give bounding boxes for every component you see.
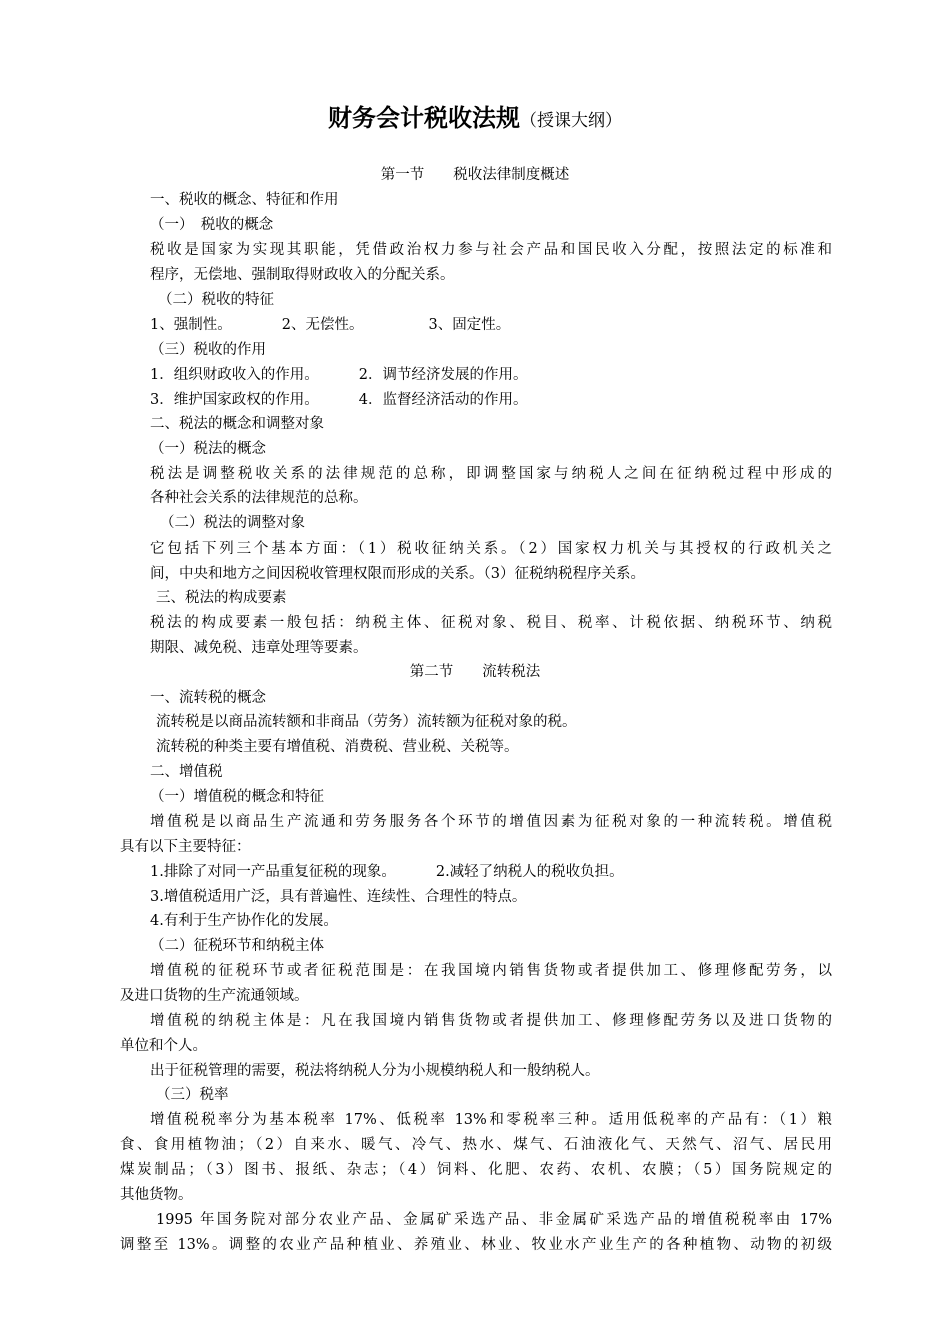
subheading: （二）税收的特征	[158, 292, 274, 308]
list-item: 2．调节经济发展的作用。	[358, 367, 528, 383]
paragraph-line: 增值税的征税环节或者征税范围是：在我国境内销售货物或者提供加工、修理修配劳务，以	[150, 963, 832, 979]
paragraph-line: 税法的构成要素一般包括：纳税主体、征税对象、税目、税率、计税依据、纳税环节、纳税	[150, 615, 832, 631]
document-title	[0, 98, 950, 133]
paragraph-line: 间，中央和地方之间因税收管理权限而形成的关系。（3）征税纳税程序关系。	[150, 566, 645, 582]
heading: 一、税收的概念、特征和作用	[150, 192, 339, 208]
paragraph-line: 1995 年国务院对部分农业产品、金属矿采选产品、非金属矿采选产品的增值税税率由 17%	[156, 1212, 832, 1228]
paragraph-line: 程序，无偿地、强制取得财政收入的分配关系。	[150, 267, 455, 283]
subheading: （一） 税收的概念	[150, 217, 274, 233]
paragraph-line: 单位和个人。	[120, 1038, 207, 1054]
list-item: 1.排除了对同一产品重复征税的现象。	[150, 864, 396, 880]
list-item: 4．监督经济活动的作用。	[358, 392, 528, 408]
list-line	[150, 390, 527, 410]
list-item: 3.增值税适用广泛，具有普遍性、连续性、合理性的特点。	[150, 889, 527, 905]
paragraph-line: 税法是调整税收关系的法律规范的总称，即调整国家与纳税人之间在征纳税过程中形成的	[150, 466, 832, 482]
subheading: （一）税法的概念	[150, 441, 266, 457]
list-item: 3、固定性。	[428, 317, 511, 333]
list-item: 2、无偿性。	[281, 317, 364, 333]
list-item: 4.有利于生产协作化的发展。	[150, 913, 338, 929]
paragraph-line: 增值税的纳税主体是：凡在我国境内销售货物或者提供加工、修理修配劳务以及进口货物的	[150, 1013, 832, 1029]
paragraph-line: 它包括下列三个基本方面：（1）税收征纳关系。（2）国家权力机关与其授权的行政机关之	[150, 541, 832, 557]
list-item: 2.减轻了纳税人的税收负担。	[435, 864, 624, 880]
subheading: （二）征税环节和纳税主体	[150, 938, 324, 954]
paragraph-line: 及进口货物的生产流通领域。	[120, 988, 309, 1004]
subheading: （一）增值税的概念和特征	[150, 789, 324, 805]
subheading: （三）税收的作用	[150, 342, 266, 358]
paragraph-line: 流转税是以商品流转额和非商品（劳务）流转额为征税对象的税。	[156, 714, 577, 730]
title-main: 财务会计税收法规	[328, 103, 520, 132]
paragraph-line: 流转税的种类主要有增值税、消费税、营业税、关税等。	[156, 739, 519, 755]
subheading: （三）税率	[156, 1087, 229, 1103]
paragraph-line: 调整至 13%。调整的农业产品种植业、养殖业、林业、牧业水产业生产的各种植物、动物的初级	[120, 1237, 832, 1253]
heading: 二、税法的概念和调整对象	[150, 416, 324, 432]
list-line	[150, 315, 510, 335]
paragraph-line: 具有以下主要特征：	[120, 839, 251, 855]
paragraph-line: 煤炭制品；（3）图书、报纸、杂志；（4）饲料、化肥、农药、农机、农膜；（5）国务院规定的	[120, 1162, 832, 1178]
section-heading-2: 第二节 流转税法	[409, 664, 541, 680]
paragraph-line: 期限、减免税、违章处理等要素。	[150, 640, 368, 656]
list-line	[150, 862, 624, 882]
list-item: 1、强制性。	[150, 317, 232, 333]
section-heading-1: 第一节 税收法律制度概述	[380, 167, 570, 183]
paragraph-line: 出于征税管理的需要，税法将纳税人分为小规模纳税人和一般纳税人。	[150, 1063, 600, 1079]
paragraph-line: 增值税是以商品生产流通和劳务服务各个环节的增值因素为征税对象的一种流转税。增值税	[150, 814, 832, 830]
heading: 二、增值税	[150, 764, 223, 780]
paragraph-line: 增值税税率分为基本税率 17%、低税率 13%和零税率三种。适用低税率的产品有：（1）粮	[150, 1112, 832, 1128]
paragraph-line: 其他货物。	[120, 1187, 193, 1203]
list-item: 3．维护国家政权的作用。	[150, 392, 319, 408]
list-line	[150, 365, 527, 385]
paragraph-line: 税收是国家为实现其职能，凭借政治权力参与社会产品和国民收入分配，按照法定的标准和	[150, 242, 832, 258]
title-subtitle: （授课大纲）	[520, 111, 622, 131]
list-item: 1．组织财政收入的作用。	[150, 367, 319, 383]
heading: 三、税法的构成要素	[156, 590, 287, 606]
heading: 一、流转税的概念	[150, 690, 266, 706]
paragraph-line: 各种社会关系的法律规范的总称。	[150, 490, 368, 506]
subheading: （二）税法的调整对象	[160, 515, 305, 531]
paragraph-line: 食、食用植物油；（2）自来水、暖气、冷气、热水、煤气、石油液化气、天然气、沼气、居民用	[120, 1137, 832, 1153]
